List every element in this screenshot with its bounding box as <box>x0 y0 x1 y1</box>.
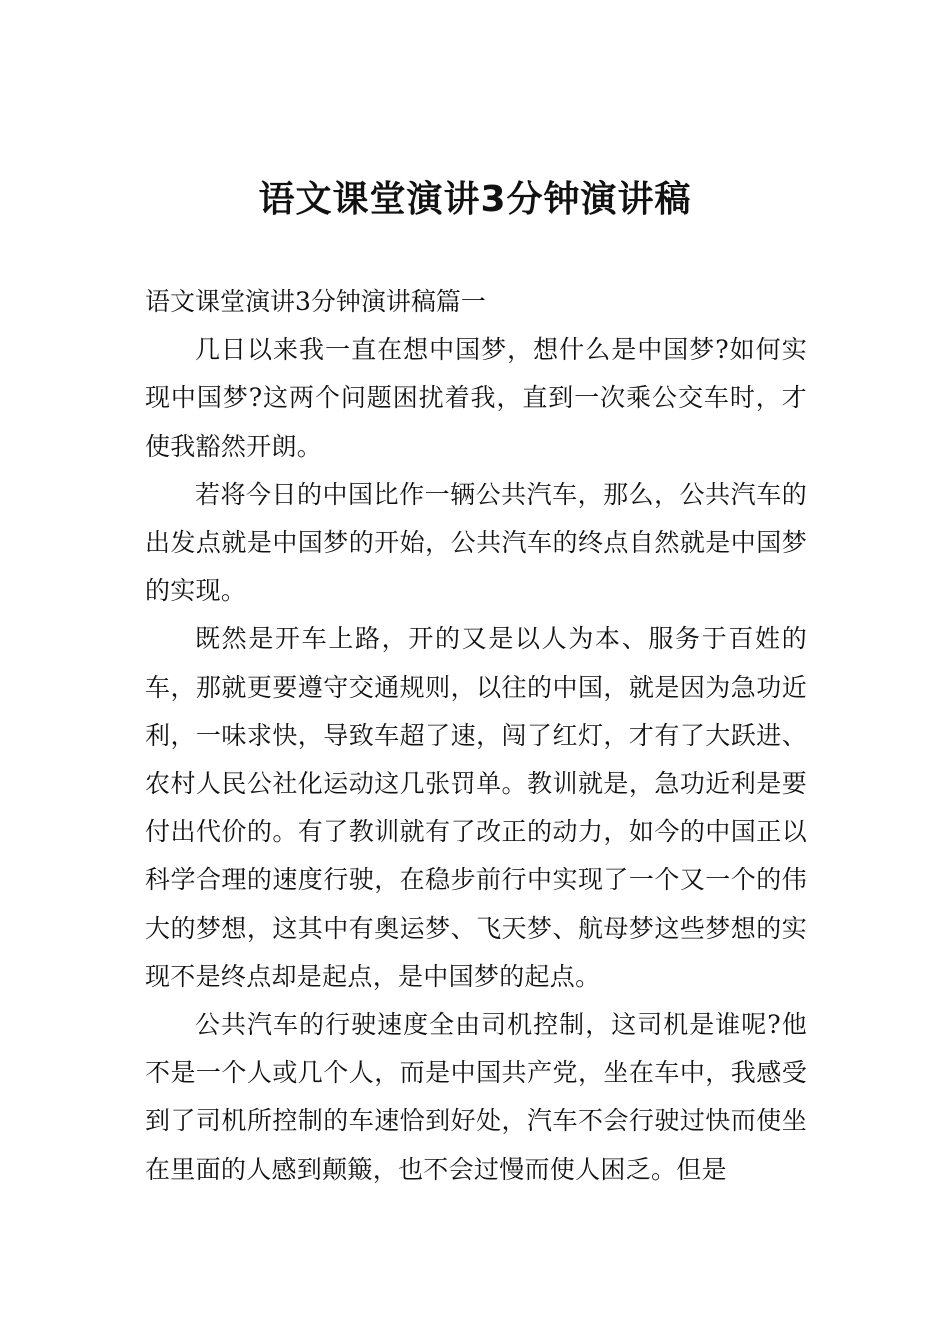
document-body <box>145 278 807 1194</box>
document-title: 语文课堂演讲3分钟演讲稿 <box>258 179 692 220</box>
paragraph: 若将今日的中国比作一辆公共汽车，那么，公共汽车的出发点就是中国梦的开始，公共汽车的终点自然就是中国梦的实现。 <box>145 479 807 606</box>
paragraph: 公共汽车的行驶速度全由司机控制，这司机是谁呢?他不是一个人或几个人，而是中国共产党，坐在车中，我感受到了司机所控制的车速恰到好处，汽车不会行驶过快而使坐在里面的人感到颠簸，也不会过慢而使人困乏。但是 <box>145 1010 807 1184</box>
section-heading: 语文课堂演讲3分钟演讲稿篇一 <box>145 287 486 316</box>
paragraph: 几日以来我一直在想中国梦，想什么是中国梦?如何实现中国梦?这两个问题困扰着我，直到一次乘公交车时，才使我豁然开朗。 <box>145 335 807 461</box>
paragraph: 既然是开车上路，开的又是以人为本、服务于百姓的车，那就更要遵守交通规则，以往的中国，就是因为急功近利，一味求快，导致车超了速，闯了红灯，才有了大跃进、农村人民公社化运动这几张罚单。教训就是，急功近利是要付出代价的。有了教训就有了改正的动力，如今的中国正以科学合理的速度行驶，在稳步前行中实现了一个又一个的伟大的梦想，这其中有奥运梦、飞天梦、航母梦这些梦想的实现不是终点却是起点，是中国梦的起点。 <box>145 624 807 991</box>
